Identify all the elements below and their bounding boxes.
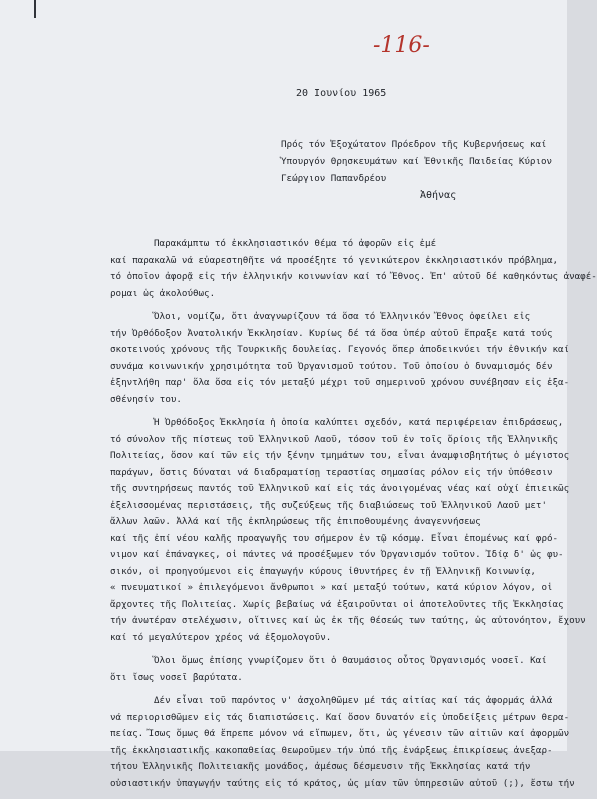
text-line: τήτου Ἑλληνικῆς Πολιτειακῆς μονάδος, ἀμέσως δέσμευσιν τῆς Ἐκκλησίας κατά τήν (110, 761, 531, 772)
paragraph-5 (110, 693, 575, 792)
paragraph-1 (110, 236, 597, 302)
text-line: νιμον καί ἐπάναγκες, οἱ πάντες νά προσέξωμεν τόν Ὀργανισμόν τοῦτον. Ἰδίᾳ δ' ὡς φυ- (110, 549, 564, 560)
text-line: « πνευματικοί » ἐπιλεγόμενοι ἄνθρωποι » καί μεταξύ τούτων, κατά κύριον λόγον, οἱ (110, 582, 553, 593)
text-line: οὐσιαστικήν ὑπαγωγήν ταύτης εἰς τό κράτος, ὡς μίαν τῶν ὑπηρεσιῶν αὐτοῦ (;), ἔστω τήν (110, 777, 575, 789)
text-line: Δέν εἶναι τοῦ παρόντος ν' ἀσχοληθῶμεν μέ τάς αἰτίας καί τάς ἀφορμάς ἀλλά (154, 695, 553, 706)
text-line: ρομαι ὡς ἀκολούθως. (110, 287, 216, 299)
text-line: ἄρχοντες τῆς Πολιτείας. Χωρίς βεβαίως νά ἐξαιροῦνται οἱ ἀποτελοῦντες τῆς Ἐκκλησίας (110, 598, 564, 610)
paragraph-4 (110, 653, 567, 686)
letter-body (110, 236, 597, 799)
text-line: παράγων, ὅστις δύναται νά διαδραματίσῃ τεραστίας σημασίας ρόλον εἰς τήν ὑπόθεσιν (110, 466, 553, 478)
text-line: Πολιτείας, ὅσον καί τῶν εἰς τήν ξένην τμημάτων του, εἶναι ἀναμφισβητήτως ὁ μέγιστος (110, 450, 570, 461)
text-line: ἐξηντλήθη παρ' ὅλα ὅσα εἰς τόν μεταξύ μέχρι τοῦ σημερινοῦ χρόνου συνέβησαν εἰς ἐξα- (110, 377, 570, 388)
text-line: Παρακάμπτω τό ἐκκλησιαστικόν θέμα τό ἀφορῶν εἰς ἐμέ (154, 238, 437, 249)
text-line: τῆς συντηρήσεως παντός τοῦ Ἑλληνικοῦ καί εἰς τάς ἀνοιγομένας νέας καί οὐχί ἐπιεικῶς (110, 483, 570, 494)
text-line: συνάμα κοινωνικήν χρησιμότητα τοῦ Ὀργανισμοῦ τούτου. Τοῦ ὁποίου ὁ δυναμισμός δέν (110, 360, 553, 372)
text-line: σικόν, οἱ προηγούμενοι εἰς ἐπαγωγήν κύρους ἰθυντήρες ἐν τῇ Ἑλληνικῇ Κοινωνίᾳ, (110, 565, 536, 577)
text-line: καί παρακαλῶ νά εὐαρεστηθῆτε νά προσέξητε τό γενικώτερον ἐκκλησιαστικόν πρόβλημα, (110, 254, 559, 266)
text-line: Ἡ Ὀρθόδοξος Ἐκκλησία ἡ ὁποία καλύπτει σχεδόν, κατά περιφέρειαν ἐπιδράσεως, (154, 417, 564, 428)
text-line: νά περιορισθῶμεν εἰς τάς διαπιστώσεις. Καί ὅσον δυνατόν εἰς ὑποδείξεις μέτρων θερα- (110, 711, 570, 723)
address-line-3: Γεώργιον Παπανδρέου (281, 173, 387, 184)
text-line: σκοτεινούς χρόνους τῆς Τουρκικῆς δουλείας. Γεγονός ὅπερ ἀποδεικνύει τήν ἐθνικήν καί (110, 344, 570, 355)
recipient-address (281, 136, 566, 187)
margin-mark (34, 0, 36, 18)
text-line: τήν ἀνωτέραν στελέχωσιν, οἵτινες καί ὡς ἐκ τῆς θέσεώς των ταύτης, ὡς αὐτονόητον, ἔχουν (110, 615, 586, 626)
text-line: Ὅλοι ὅμως ἐπίσης γνωρίζομεν ὅτι ὁ θαυμάσιος οὗτος Ὀργανισμός νοσεῖ. Καί (154, 655, 547, 666)
page-number: -116- (373, 33, 430, 58)
text-line: σθένησίν του. (110, 393, 182, 405)
text-line: ὅτι ἴσως νοσεῖ βαρύτατα. (110, 671, 243, 683)
text-line: Ὅλοι, νομίζω, ὅτι ἀναγνωρίζουν τά ὅσα τό Ἑλληνικόν Ἔθνος ὀφείλει εἰς (154, 311, 531, 322)
letter-date: 20 Ιουνίου 1965 (296, 88, 387, 99)
text-line: τό σύνολον τῆς πίστεως τοῦ Ἑλληνικοῦ Λαοῦ, τόσον τοῦ ἐν τοῖς ὅρίοις τῆς Ἑλληνικῆς (110, 433, 559, 445)
recipient-city: Ἀθήνας (420, 190, 457, 201)
text-line: τό ὁποῖον ἀφορᾷ εἰς τήν ἑλληνικήν κοινωνίαν καί τό Ἔθνος. Ἐπ' αὐτοῦ δέ καθηκόντως ἀναφέ- (110, 271, 597, 282)
text-line: τῆς ἐκκλησιαστικῆς κακοπαθείας θεωροῦμεν τήν ὑπό τῆς ἐνάρξεως ἐπικρίσεως ἀνεξαρ- (110, 744, 553, 756)
paragraph-2 (110, 309, 570, 408)
text-line: καί τό μεγαλύτερον χρέος νά ἐξομολογοῦν. (110, 631, 332, 643)
text-line: πείας. Ἴσως ὅμως θά ἔπρεπε μόνον νά εἴπωμεν, ὅτι, ὡς γένεσιν τῶν αἰτιῶν καί ἀφορμῶν (110, 728, 570, 739)
address-line-2: Ὑπουργόν Θρησκευμάτων καί Ἐθνικῆς Παιδείας Κύριον (281, 156, 553, 167)
text-line: τήν Ὀρθόδοξον Ἀνατολικήν Ἐκκλησίαν. Κυρίως δέ τά ὅσα ὑπέρ αὐτοῦ ἔπραξε κατά τούς (110, 327, 553, 339)
address-line-1: Πρός τόν Ἐξοχώτατον Πρόεδρον τῆς Κυβερνήσεως καί (281, 139, 547, 150)
text-line: καί τῆς ἐπί νέου καλῆς προαγωγῆς του σήμερον ἐν τῷ κόσμῳ. Εἶναι ἐπομένως καί φρό- (110, 532, 559, 544)
text-line: ἐξελισσομένας περιστάσεις, τῆς συζεύξεως τῆς διαβιώσεως τοῦ Ἑλληνικοῦ Λαοῦ μετ' (110, 499, 547, 511)
text-line: ἄλλων λαῶν. Ἀλλά καί τῆς ἐκπληρώσεως τῆς ἐπιποθουμένης ἀναγεννήσεως (110, 516, 481, 527)
paragraph-3 (110, 415, 586, 646)
